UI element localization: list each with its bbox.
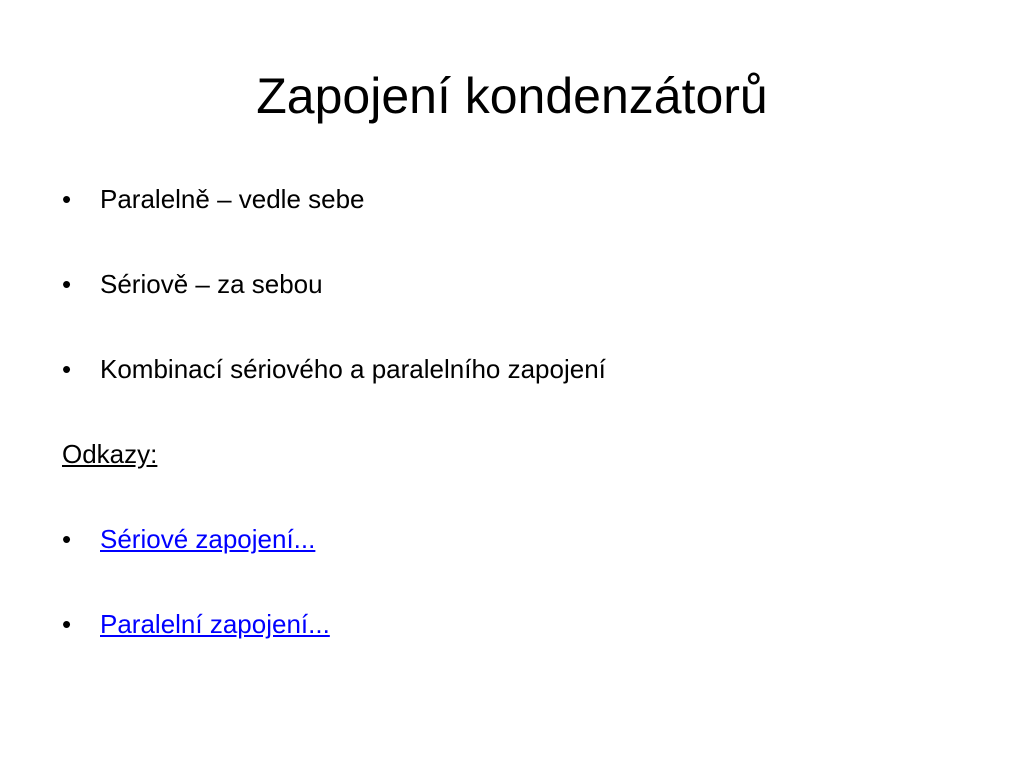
bullet-icon: • bbox=[62, 269, 72, 299]
parallel-connection-link[interactable]: Paralelní zapojení... bbox=[100, 609, 330, 639]
link-item-series bbox=[62, 518, 962, 560]
bullet-text: Paralelně – vedle sebe bbox=[100, 184, 365, 214]
links-heading: Odkazy: bbox=[62, 439, 158, 469]
bullet-icon: • bbox=[62, 524, 72, 554]
series-connection-link[interactable]: Sériové zapojení... bbox=[100, 524, 316, 554]
bullet-icon: • bbox=[62, 609, 72, 639]
slide-title: Zapojení kondenzátorů bbox=[256, 68, 768, 124]
link-item-parallel bbox=[62, 603, 962, 645]
bullet-icon: • bbox=[62, 184, 72, 214]
links-heading-row bbox=[62, 433, 962, 475]
bullet-item-combined bbox=[62, 348, 962, 390]
bullet-item-parallel bbox=[62, 178, 962, 220]
slide-content bbox=[62, 178, 962, 688]
bullet-text: Kombinací sériového a paralelního zapojení bbox=[100, 354, 606, 384]
bullet-text: Sériově – za sebou bbox=[100, 269, 323, 299]
bullet-item-series bbox=[62, 263, 962, 305]
bullet-icon: • bbox=[62, 354, 72, 384]
